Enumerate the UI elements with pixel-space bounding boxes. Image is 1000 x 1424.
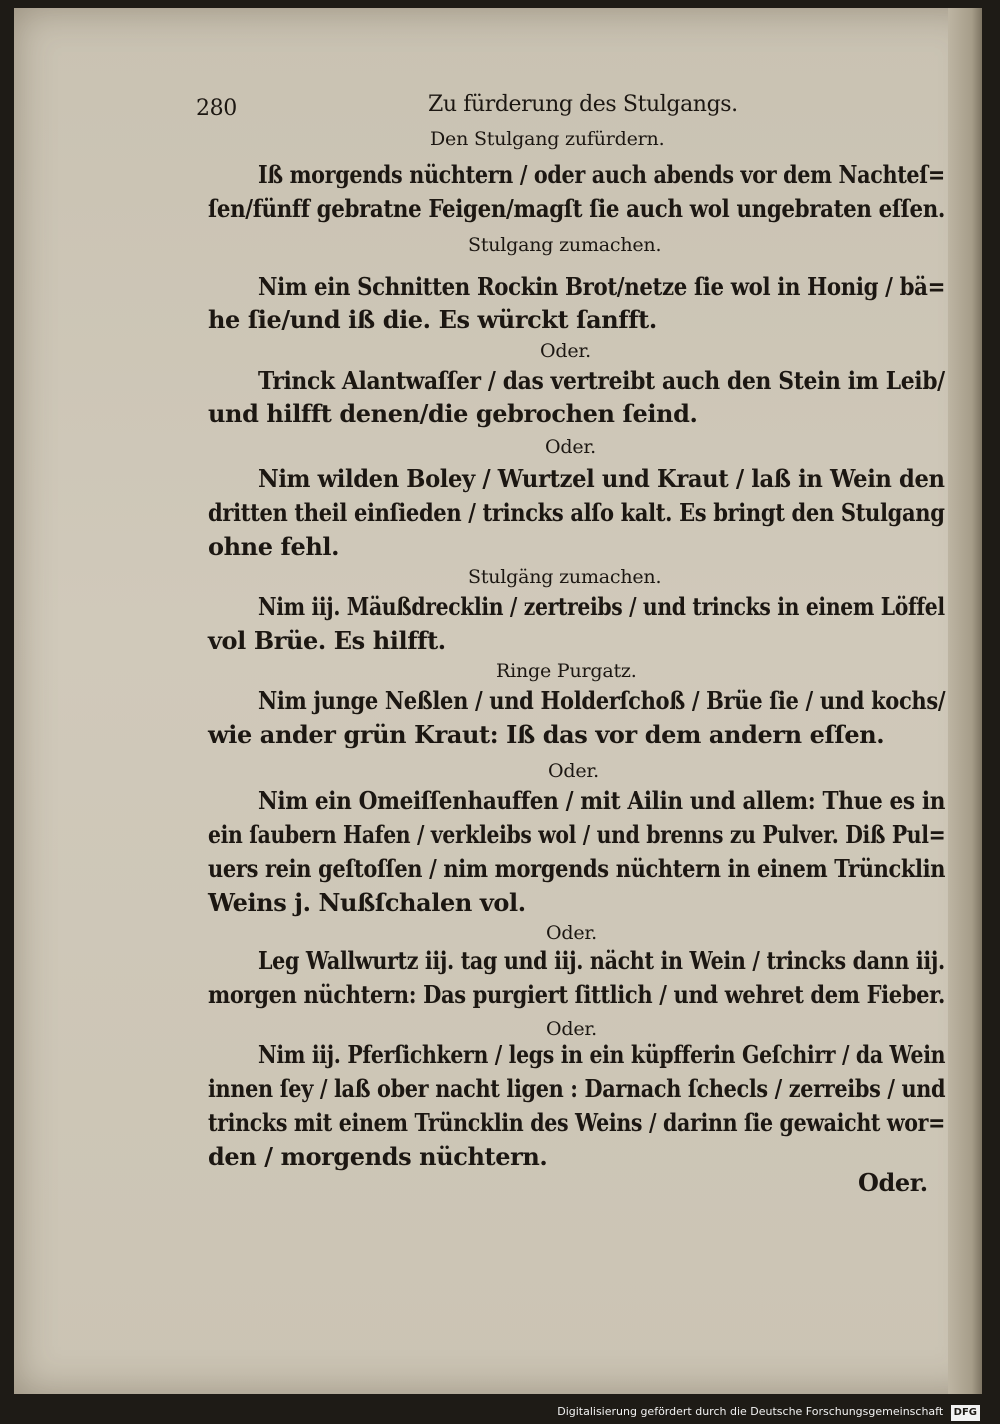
section-heading: Den Stulgang zufürdern. <box>430 128 665 150</box>
text-line: den / morgends nüchtern. <box>208 1142 548 1171</box>
text-line: innen ſey / laß ober nacht ligen : Darnach ſchecls / zerreibs / und <box>208 1074 946 1103</box>
dfg-logo: DFG <box>951 1405 980 1421</box>
section-heading: Stulgäng zumachen. <box>468 566 662 588</box>
text-line: ein ſaubern Hafen / verkleibs wol / und brenns zu Pulver. Diß Pul= <box>208 820 946 849</box>
text-line: he ſie/und iß die. Es würckt ſanfft. <box>208 305 657 334</box>
section-heading: Oder. <box>548 760 600 782</box>
text-line: Weins j. Nußſchalen vol. <box>208 888 526 917</box>
text-line: Nim wilden Boley / Wurtzel und Kraut / laß in Wein den <box>258 464 945 493</box>
text-line: Nim ein Omeiſſenhauffen / mit Ailin und allem: Thue es in <box>258 786 946 815</box>
text-line: Leg Wallwurtz iij. tag und iij. nächt in Wein / trincks dann iij. <box>258 946 945 975</box>
text-line: und hilfft denen/die gebrochen ſeind. <box>208 399 698 428</box>
text-line: uers rein geſtoſſen / nim morgends nüchtern in einem Trüncklin <box>208 854 946 883</box>
text-line: trincks mit einem Trüncklin des Weins / darinn ſie gewaicht wor= <box>208 1108 946 1137</box>
section-heading: Oder. <box>540 340 592 362</box>
section-heading: Stulgang zumachen. <box>468 234 662 256</box>
catchword: Oder. <box>858 1168 928 1197</box>
text-line: Nim junge Neßlen / und Holderſchoß / Brüe ſie / und kochs/ <box>258 686 946 715</box>
text-line: Trinck Alantwaſſer / das vertreibt auch den Stein im Leib/ <box>258 366 945 395</box>
text-line: Nim ein Schnitten Rockin Brot/netze ſie wol in Honig / bä= <box>258 272 946 301</box>
text-line: wie ander grün Kraut: Iß das vor dem andern eſſen. <box>208 720 885 749</box>
section-heading: Oder. <box>546 922 598 944</box>
text-line: vol Brüe. Es hilfft. <box>208 626 446 655</box>
section-heading: Oder. <box>545 436 597 458</box>
text-line: Nim iij. Pferſichkern / legs in ein küpfferin Geſchirr / da Wein <box>258 1040 946 1069</box>
text-line: dritten theil einſieden / trincks alſo kalt. Es bringt den Stulgang <box>208 498 945 527</box>
text-line: Nim iij. Mäußdrecklin / zertreibs / und trincks in einem Löffel <box>258 592 945 621</box>
running-head: Zu fürderung des Stulgangs. <box>428 92 738 117</box>
credit-text: Digitalisierung gefördert durch die Deutsche Forschungsgemeinschaft <box>557 1405 944 1418</box>
text-line: ſen/fünff gebratne Feigen/magſt ſie auch wol ungebraten eſſen. <box>208 194 946 223</box>
text-line: Iß morgends nüchtern / oder auch abends vor dem Nachteſ= <box>258 160 945 189</box>
text-line: morgen nüchtern: Das purgiert ſittlich / und wehret dem Fieber. <box>208 980 945 1009</box>
text-line: ohne fehl. <box>208 532 340 561</box>
section-heading: Oder. <box>546 1018 598 1040</box>
page-number: 280 <box>196 96 237 121</box>
section-heading: Ringe Purgatz. <box>496 660 637 682</box>
digitization-credit <box>557 1404 980 1421</box>
